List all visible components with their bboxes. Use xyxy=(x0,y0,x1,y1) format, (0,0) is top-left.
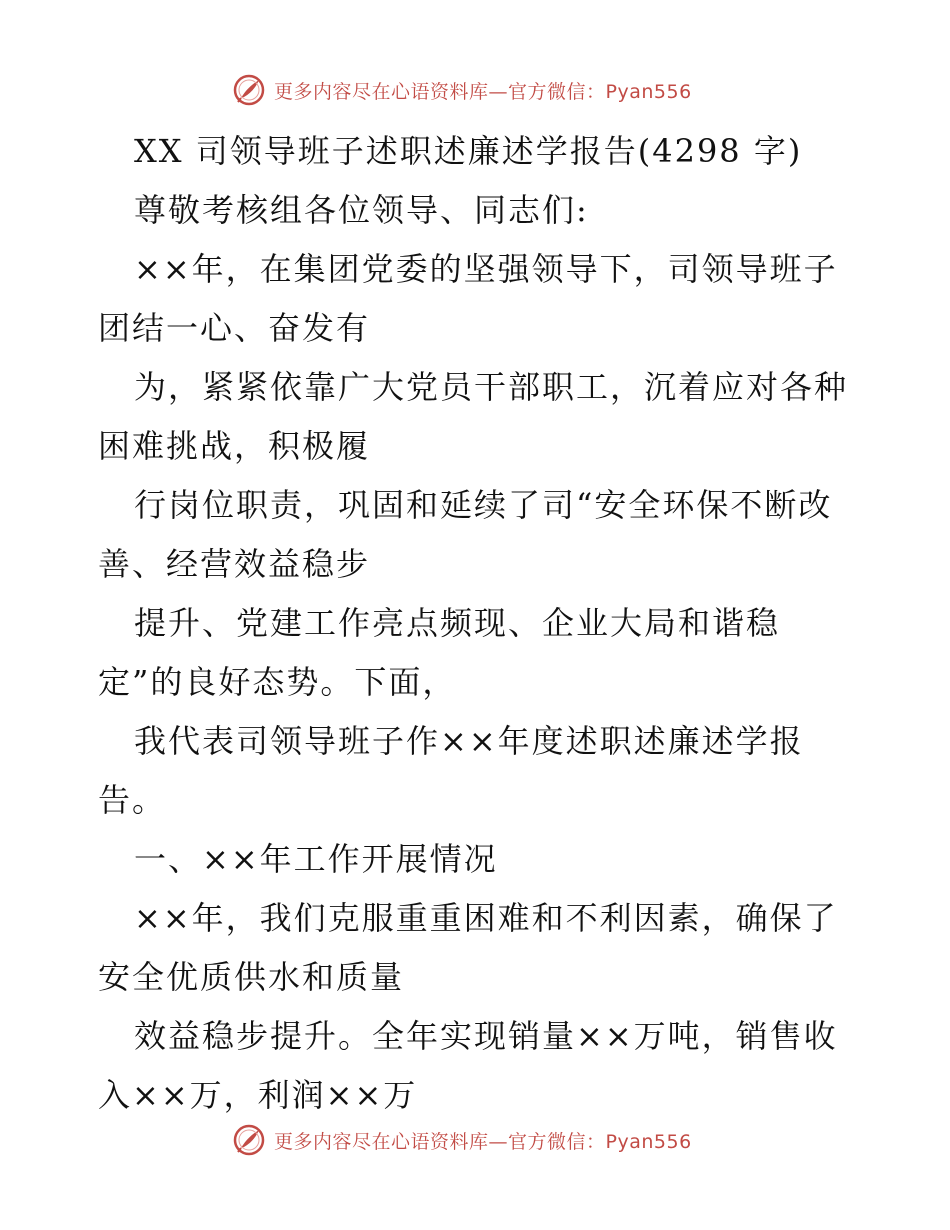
text-line: 定”的良好态势。下面， xyxy=(98,663,457,701)
text-line: ××年，在集团党委的坚强领导下，司领导班子 xyxy=(134,250,838,288)
feather-pen-logo xyxy=(232,1123,266,1157)
text-line: 行岗位职责，巩固和延续了司“安全环保不断改 xyxy=(134,486,833,524)
feather-pen-logo xyxy=(232,73,266,107)
text-line: 困难挑战，积极履 xyxy=(98,427,371,465)
text-line: 安全优质供水和质量 xyxy=(98,958,405,996)
watermark-text: 更多内容尽在心语资料库—官方微信：Pyan556 xyxy=(274,1130,692,1153)
watermark-text: 更多内容尽在心语资料库—官方微信：Pyan556 xyxy=(274,80,692,103)
text-line: 告。 xyxy=(98,781,167,819)
salutation: 尊敬考核组各位领导、同志们: xyxy=(134,191,589,229)
text-line: 效益稳步提升。全年实现销量××万吨，销售收 xyxy=(134,1017,838,1055)
watermark-footer xyxy=(232,1120,692,1160)
section-heading: 一、××年工作开展情况 xyxy=(134,840,498,878)
text-line: ××年，我们克服重重困难和不利因素，确保了 xyxy=(134,899,838,937)
text-line: 团结一心、奋发有 xyxy=(98,309,371,347)
document-title: XX 司领导班子述职述廉述学报告(4298 字) xyxy=(134,132,803,170)
document-body xyxy=(98,122,858,1125)
text-line: 提升、党建工作亮点频现、企业大局和谐稳 xyxy=(134,604,781,642)
text-line: 我代表司领导班子作××年度述职述廉述学报 xyxy=(134,722,804,760)
text-line: 善、经营效益稳步 xyxy=(98,545,371,583)
text-line: 为，紧紧依靠广大党员干部职工，沉着应对各种 xyxy=(134,368,849,406)
watermark-header xyxy=(232,70,692,110)
text-line: 入××万，利润××万 xyxy=(98,1076,418,1114)
